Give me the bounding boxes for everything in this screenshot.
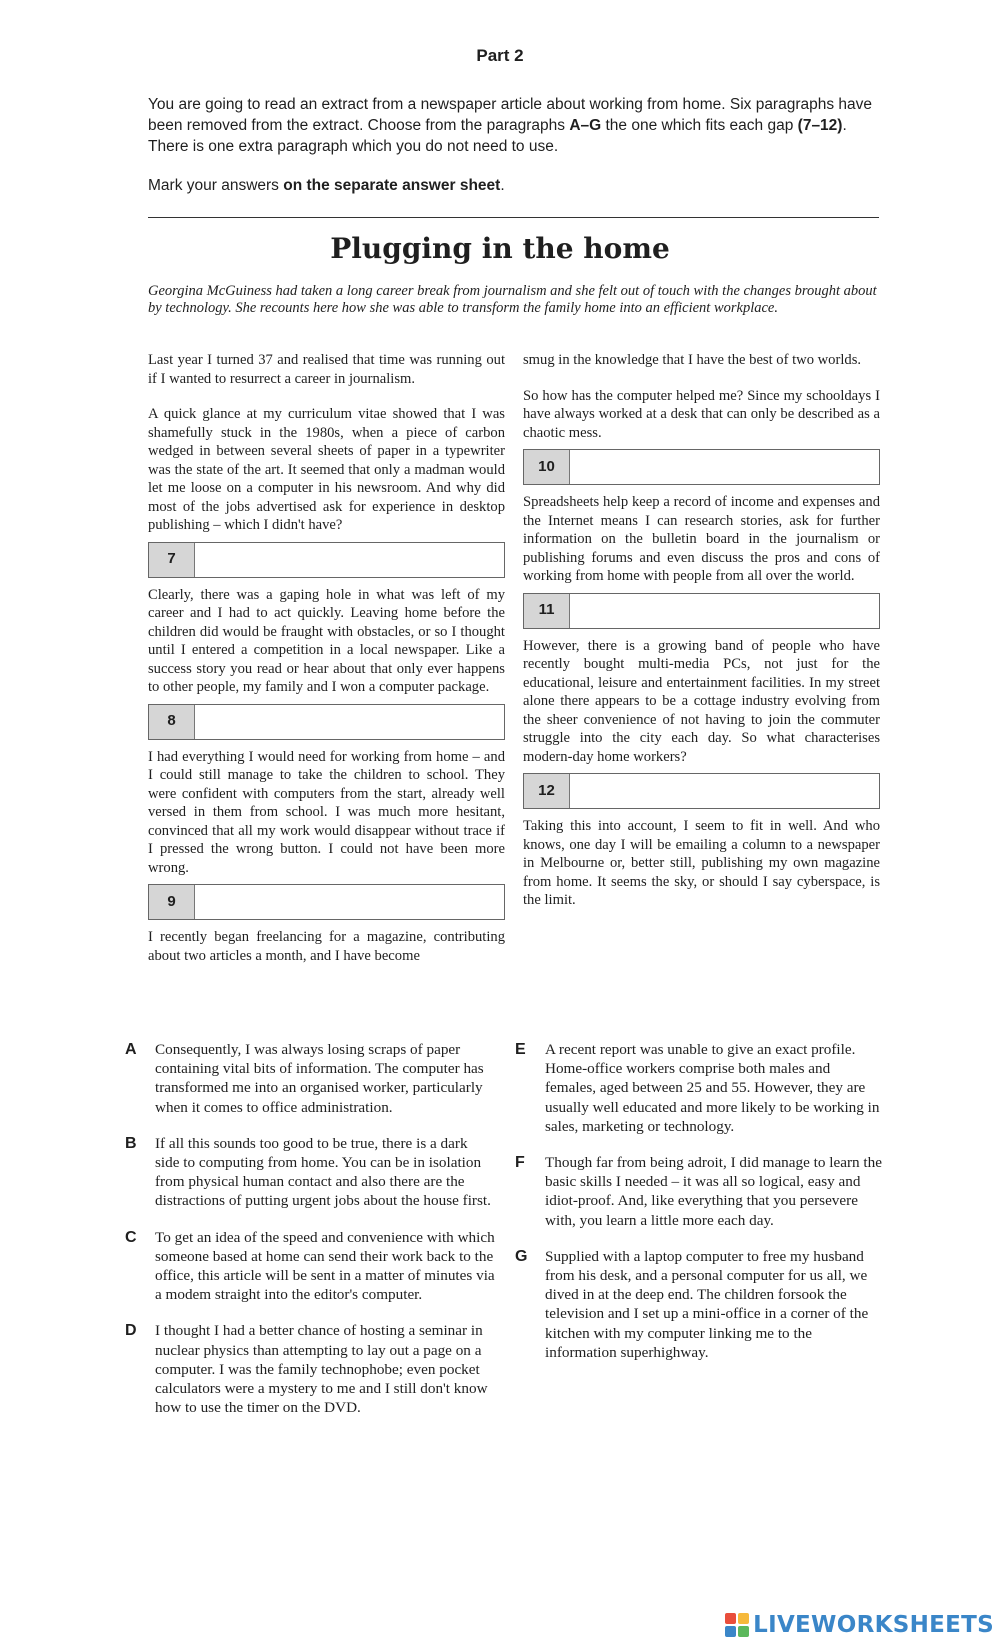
- gap-number: 10: [524, 450, 570, 484]
- article-paragraph: I had everything I would need for working from home – and I could still manage to take the children to school. They were confident with computers from the start, already well versed in them from school. I was much more hesitant, convinced that all my work would disappear without trace if I pressed the wrong button. I could not have been more wrong.: [148, 748, 505, 876]
- instructions: [148, 94, 888, 214]
- gap-7-answer-box[interactable]: [195, 543, 504, 577]
- option-f: [515, 1153, 885, 1230]
- instructions-paragraph-2: Mark your answers on the separate answer sheet.: [148, 177, 505, 194]
- option-d: [125, 1321, 495, 1417]
- option-b: [125, 1134, 495, 1211]
- option-text: Though far from being adroit, I did manage to learn the basic skills I needed – it was all so logical, easy and idiot-proof. And, like everything that you persevere with, you learn a little more each day.: [545, 1154, 882, 1229]
- option-e: [515, 1040, 885, 1136]
- gap-11: [523, 593, 880, 629]
- gap-number: 7: [149, 543, 195, 577]
- option-text: Supplied with a laptop computer to free my husband from his desk, and a personal computer for us all, we dived in at the deep end. The children forsook the television and I set up a mini-office in a corner of the kitchen with my computer linking me to the information superhighway.: [545, 1247, 869, 1361]
- options-column-right: [515, 1040, 885, 1379]
- gap-number: 8: [149, 705, 195, 739]
- option-c: [125, 1228, 495, 1305]
- gap-number: 11: [524, 594, 570, 628]
- gap-9-answer-box[interactable]: [195, 885, 504, 919]
- gap-9: [148, 884, 505, 920]
- article-column-left: [148, 351, 505, 982]
- option-letter: E: [515, 1041, 526, 1058]
- article-paragraph: Spreadsheets help keep a record of income and expenses and the Internet means I can research stories, ask for further information on the bulletin board in the journalism or publishing forums and even discuss the pros and cons of working from home with people from all over the world.: [523, 494, 880, 584]
- option-letter: F: [515, 1154, 525, 1172]
- article-paragraph: smug in the knowledge that I have the best of two worlds.: [523, 352, 862, 368]
- option-text: If all this sounds too good to be true, there is a dark side to computing from home. You can be in isolation from physical human contact and also there are the distractions of putting urgent jobs about the house first.: [155, 1134, 491, 1210]
- article-column-right: [523, 351, 880, 927]
- gap-12-answer-box[interactable]: [570, 774, 879, 808]
- option-text: Consequently, I was always losing scraps of paper containing vital bits of information. The computer has transformed me into an organised worker, particularly when it comes to office administration.: [155, 1041, 484, 1116]
- article-paragraph: However, there is a growing band of people who have recently bought multi-media PCs, not just for the educational, leisure and entertainment facilities. In my street alone there appears to be a cottage industry evolving from the sheer convenience of not having to join the commuter struggle into the city each day. So what characterises modern-day home workers?: [523, 637, 880, 765]
- options-column-left: [125, 1040, 495, 1434]
- gap-10-answer-box[interactable]: [570, 450, 879, 484]
- article-paragraph: So how has the computer helped me? Since my schooldays I have always worked at a desk that can only be described as a chaotic mess.: [523, 387, 880, 441]
- article-paragraph: Last year I turned 37 and realised that time was running out if I wanted to resurrect a career in journalism.: [148, 352, 505, 387]
- divider: [148, 217, 879, 218]
- option-text: To get an idea of the speed and convenience with which someone based at home can send their work back to the office, this article will be sent in a matter of minutes via a modem straight into the editor's computer.: [155, 1228, 495, 1304]
- liveworksheets-logo-icon: [724, 1612, 750, 1638]
- article-paragraph: Clearly, there was a gaping hole in what was left of my career and I had to act quickly. Leaving home before the children did would be fraught with obstacles, or so I thought until I entered a competition in a local newspaper. Like a success story you read or hear about that only ever happens to other people, my family and I won a computer package.: [148, 586, 505, 695]
- gap-8: [148, 704, 505, 740]
- option-a: [125, 1040, 495, 1117]
- liveworksheets-logo: [724, 1612, 994, 1638]
- option-letter: C: [125, 1228, 137, 1246]
- article-paragraph: A quick glance at my curriculum vitae showed that I was shamefully stuck in the 1980s, when a piece of carbon wedged in between several sheets of paper in a typewriter was the state of the art. It seemed that only a madman would let me loose on a computer in his newsroom. And why did most of the jobs advertised ask for experience in desktop publishing – which I didn't have?: [148, 406, 505, 533]
- article-paragraph: I recently began freelancing for a magazine, contributing about two articles a month, and I have become: [148, 929, 505, 964]
- instructions-paragraph-1: You are going to read an extract from a newspaper article about working from home. Six paragraphs have been removed from the extract. Choose from the paragraphs A–G the one which fits each gap (7–12). There is one extra paragraph which you do not need to use.: [148, 96, 873, 155]
- article-paragraph: Taking this into account, I seem to fit in well. And who knows, one day I will be emailing a column to a newspaper in Melbourne or, better still, publishing my own magazine from home. It seems the sky, or should I say cyberspace, is the limit.: [523, 818, 880, 908]
- article-title: Plugging in the home: [330, 232, 670, 265]
- article-standfirst: Georgina McGuiness had taken a long career break from journalism and she felt out of touch with the changes brought about by technology. She recounts here how she was able to transform the family home into an efficient workplace.: [148, 283, 877, 316]
- option-g: [515, 1247, 885, 1362]
- option-letter: D: [125, 1322, 137, 1340]
- gap-11-answer-box[interactable]: [570, 594, 879, 628]
- part-title: Part 2: [476, 46, 524, 65]
- option-letter: G: [515, 1247, 528, 1265]
- option-text: A recent report was unable to give an exact profile. Home-office workers comprise both males and females, aged between 25 and 55. However, they are usually well educated and more likely to be working in sales, marketing or technology.: [545, 1041, 880, 1135]
- liveworksheets-logo-text: LIVEWORKSHEETS: [753, 1612, 994, 1638]
- gap-number: 12: [524, 774, 570, 808]
- gap-8-answer-box[interactable]: [195, 705, 504, 739]
- option-text: I thought I had a better chance of hosting a seminar in nuclear physics than attempting to lay out a page on a computer. I was the family technophobe; even pocket calculators were a mystery to me and I still don't know how to use the timer on the DVD.: [155, 1322, 488, 1417]
- gap-7: [148, 542, 505, 578]
- gap-number: 9: [149, 885, 195, 919]
- option-letter: A: [125, 1041, 137, 1058]
- gap-10: [523, 449, 880, 485]
- option-letter: B: [125, 1134, 137, 1152]
- gap-12: [523, 773, 880, 809]
